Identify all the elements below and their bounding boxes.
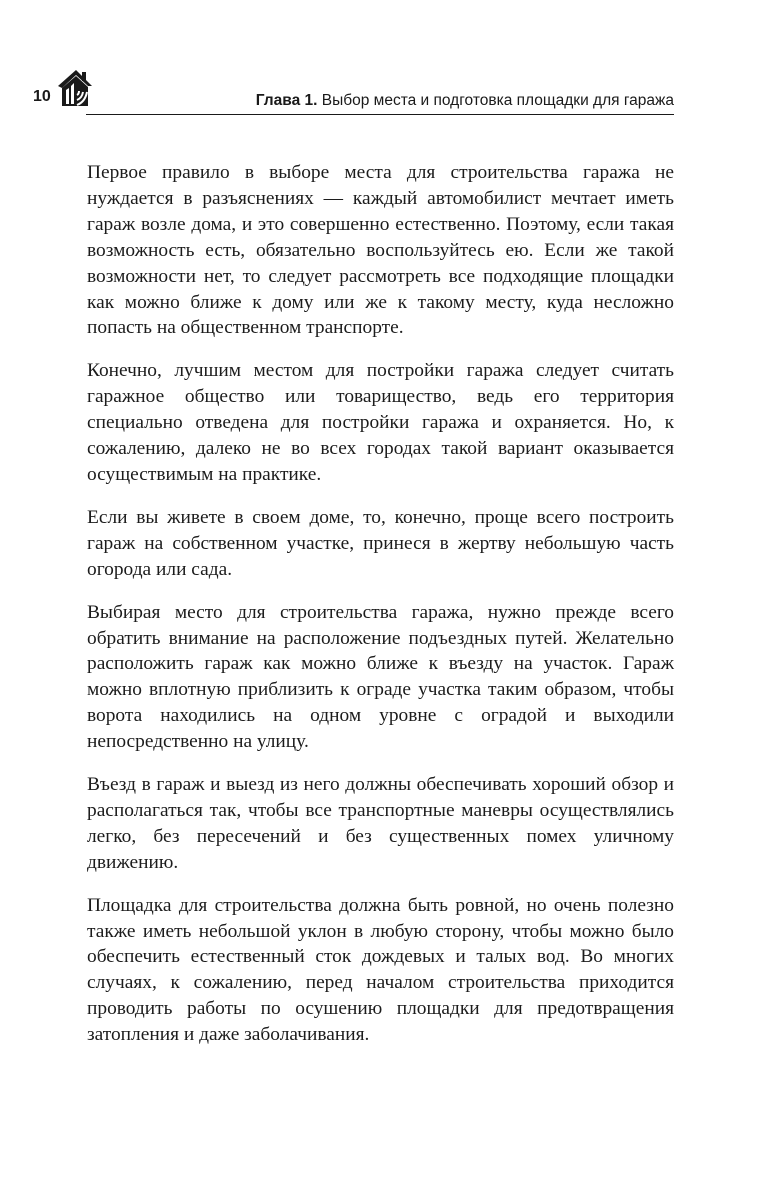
paragraph: Въезд в гараж и выезд из него должны обеспечивать хороший обзор и располагаться так, чтобы все транспортные маневры осуществлялись легко, без пересечений и без существенных помех уличному движению. [87,774,674,873]
chapter-label: Глава 1. [255,92,318,109]
header-divider [86,114,674,115]
paragraph: Первое правило в выборе места для строительства гаража не нуждается в разъяснениях — каждый автомобилист мечтает иметь гараж возле дома, и это совершенно естественно. Поэтому, если такая возможность есть, обязательно воспользуйтесь ею. Если же такой возможности нет, то следует рассмотреть все подходящие площадки как можно ближе к дому или же к такому месту, куда несложно попасть на общественном транспорте. [87,162,674,339]
paragraph: Выбирая место для строительства гаража, нужно прежде всего обратить внимание на расположение подъездных путей. Желательно расположить гараж как можно ближе к въезду на участок. Гараж можно вплотную приблизить к ограде участка таким образом, чтобы ворота находились на одном уровне с оградой и выходили непосредственно на улицу. [87,601,674,753]
running-head-title [256,92,674,110]
page-body [87,160,674,1065]
house-logo-icon [52,66,94,108]
chapter-title: Выбор места и подготовка площадки для гаража [321,92,674,109]
paragraph: Конечно, лучшим местом для постройки гаража следует считать гаражное общество или товарищество, ведь его территория специально отведена для постройки гаража и охраняется. Но, к сожалению, далеко не во всех городах такой вариант оказывается осуществимым на практике. [87,360,674,485]
running-header [30,66,674,126]
paragraph: Площадка для строительства должна быть ровной, но очень полезно также иметь небольшой уклон в любую сторону, чтобы можно было обеспечить естественный сток дождевых и талых вод. Во многих случаях, к сожалению, перед началом строительства приходится проводить работы по осушению площадки для предотвращения затопления и даже заболачивания. [87,894,674,1046]
page-number: 10 [33,88,51,105]
paragraph: Если вы живете в своем доме, то, конечно, проще всего построить гараж на собственном участке, принеся в жертву небольшую часть огорода или сада. [87,506,674,580]
